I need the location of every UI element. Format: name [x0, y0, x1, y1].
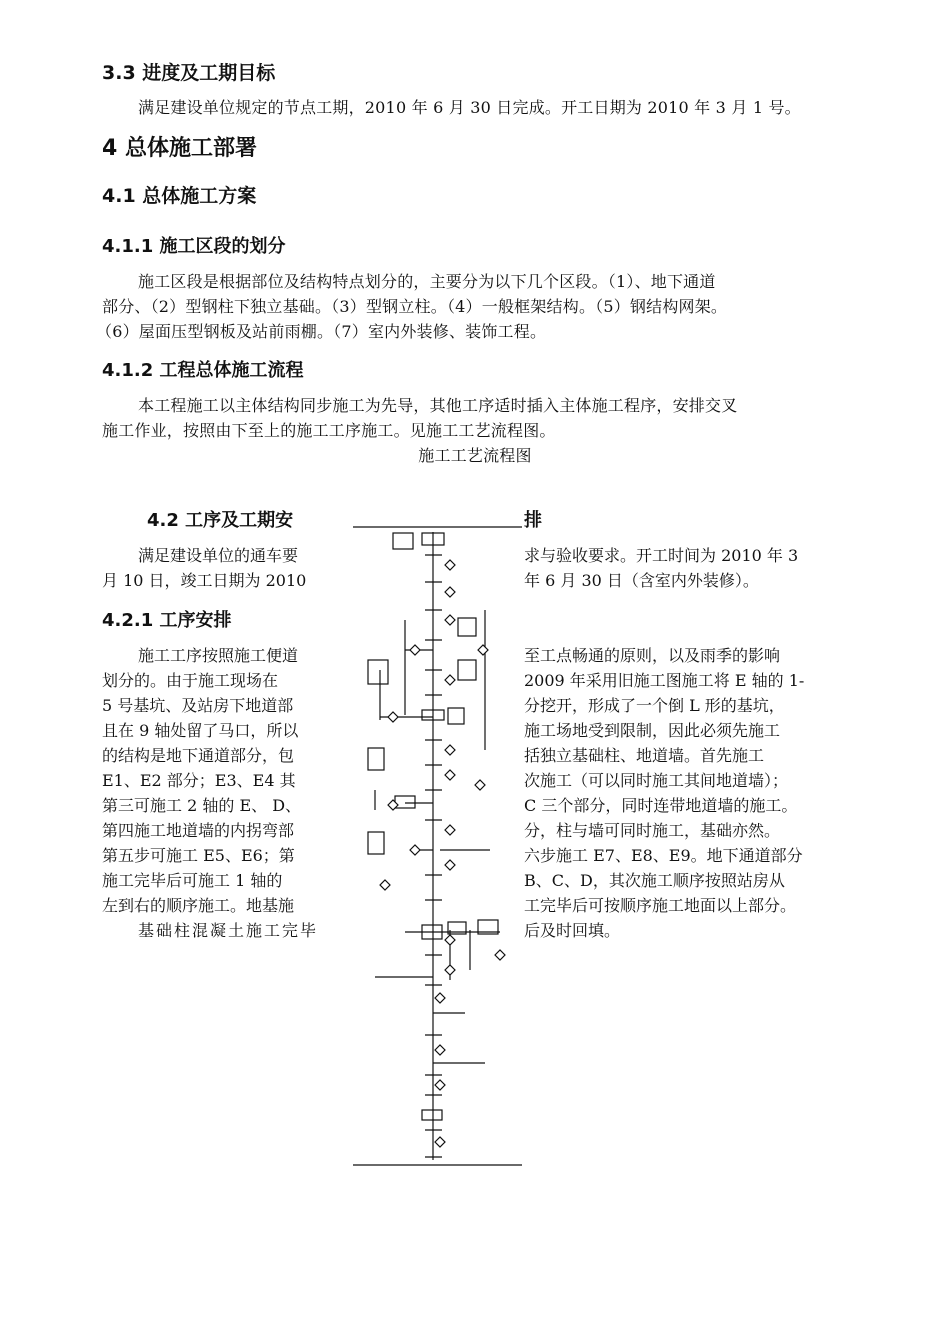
para-4-1-1-line-2: 部分、（2）型钢柱下独立基础。（3）型钢立柱。（4）一般框架结构。（5）钢结构网架。	[102, 297, 728, 316]
para-4-1-1-line-1: 施工区段是根据部位及结构特点划分的，主要分为以下几个区段。（1）、地下通道	[138, 272, 716, 291]
para-4-2-1-right	[524, 643, 804, 943]
para-4-2-1-right-line: C 三个部分，同时连带地道墙的施工。	[524, 796, 798, 815]
para-4-2-1-right-line: 分，柱与墙可同时施工，基础亦然。	[524, 821, 781, 840]
para-4-2-1-right-line: 分挖开，形成了一个倒 L 形的基坑，	[524, 696, 785, 715]
para-4-2-right-line: 求与验收要求。开工时间为 2010 年 3	[524, 546, 799, 565]
para-4-2-1-right-line: 次施工（可以同时施工其间地道墙）；	[524, 771, 789, 790]
para-4-2-1-left-line: 第四施工地道墙的内拐弯部	[102, 821, 295, 840]
para-4-2-right-line: 年 6 月 30 日（含室内外装修）。	[524, 571, 759, 590]
para-4-2-1-left-line: 第三可施工 2 轴的 E、 D、	[102, 796, 302, 815]
para-4-2-1-right-line: 2009 年采用旧施工图施工将 E 轴的 1-	[524, 671, 805, 690]
para-4-2-1-right-line: 后及时回填。	[524, 921, 621, 940]
para-4-2-1-left	[102, 643, 318, 943]
para-4-2-1-left-line: 5 号基坑、及站房下地道部	[102, 696, 294, 715]
figure-caption: 施工工艺流程图	[418, 446, 532, 465]
para-3-3: 满足建设单位规定的节点工期，2010 年 6 月 30 日完成。开工日期为 2010 年 3 月 1 号。	[138, 98, 801, 117]
para-4-2-1-left-line: E1、E2 部分；E3、E4 其	[102, 771, 296, 790]
heading-4-2-left: 4.2 工序及工期安	[147, 510, 294, 531]
heading-4-2-right: 排	[524, 510, 542, 531]
para-4-2-1-left-line: 划分的。由于施工现场在	[102, 671, 279, 690]
para-4-2-1-left-line: 第五步可施工 E5、E6；第	[102, 846, 295, 865]
para-4-2-1-left-line: 且在 9 轴处留了马口，所以	[102, 721, 299, 740]
para-4-2-left-line: 月 10 日，竣工日期为 2010	[102, 571, 307, 590]
process-flowchart	[350, 520, 525, 1170]
para-4-2-1-right-line: 工完毕后可按顺序施工地面以上部分。	[524, 896, 797, 915]
heading-3-3: 3.3 进度及工期目标	[102, 62, 276, 84]
para-4-2-1-right-line: 至工点畅通的原则，以及雨季的影响	[524, 646, 781, 665]
para-4-2-left	[102, 543, 306, 593]
para-4-1-1-line-3: （6）屋面压型钢板及站前雨棚。（7）室内外装修、装饰工程。	[96, 322, 547, 341]
para-4-2-left-line: 满足建设单位的通车要	[138, 546, 299, 565]
para-4-2-1-right-line: 括独立基础柱、地道墙。首先施工	[524, 746, 765, 765]
heading-4-1-2: 4.1.2 工程总体施工流程	[102, 360, 304, 381]
para-4-2-1-right-line: 六步施工 E7、E8、E9。地下通道部分	[524, 846, 803, 865]
heading-4-1-1: 4.1.1 施工区段的划分	[102, 236, 286, 257]
para-4-2-1-left-line: 的结构是地下通道部分，包	[102, 746, 295, 765]
para-4-2-1-right-line: 施工场地受到限制，因此必须先施工	[524, 721, 781, 740]
para-4-2-1-left-line: 施工完毕后可施工 1 轴的	[102, 871, 283, 890]
para-4-1-2-line-1: 本工程施工以主体结构同步施工为先导，其他工序适时插入主体施工程序，安排交叉	[138, 396, 738, 415]
heading-4-1: 4.1 总体施工方案	[102, 185, 257, 207]
para-4-2-1-left-line: 基础柱混凝土施工完毕	[138, 921, 319, 940]
para-4-2-1-right-line: B、C、D，其次施工顺序按照站房从	[524, 871, 785, 890]
para-4-2-1-left-line: 左到右的顺序施工。地基施	[102, 896, 295, 915]
heading-4-2-1: 4.2.1 工序安排	[102, 610, 232, 631]
para-4-2-right	[524, 543, 798, 593]
para-4-1-2-line-2: 施工作业，按照由下至上的施工工序施工。见施工工艺流程图。	[102, 421, 556, 440]
para-4-2-1-left-line: 施工工序按照施工便道	[138, 646, 299, 665]
heading-4: 4 总体施工部署	[102, 136, 257, 161]
